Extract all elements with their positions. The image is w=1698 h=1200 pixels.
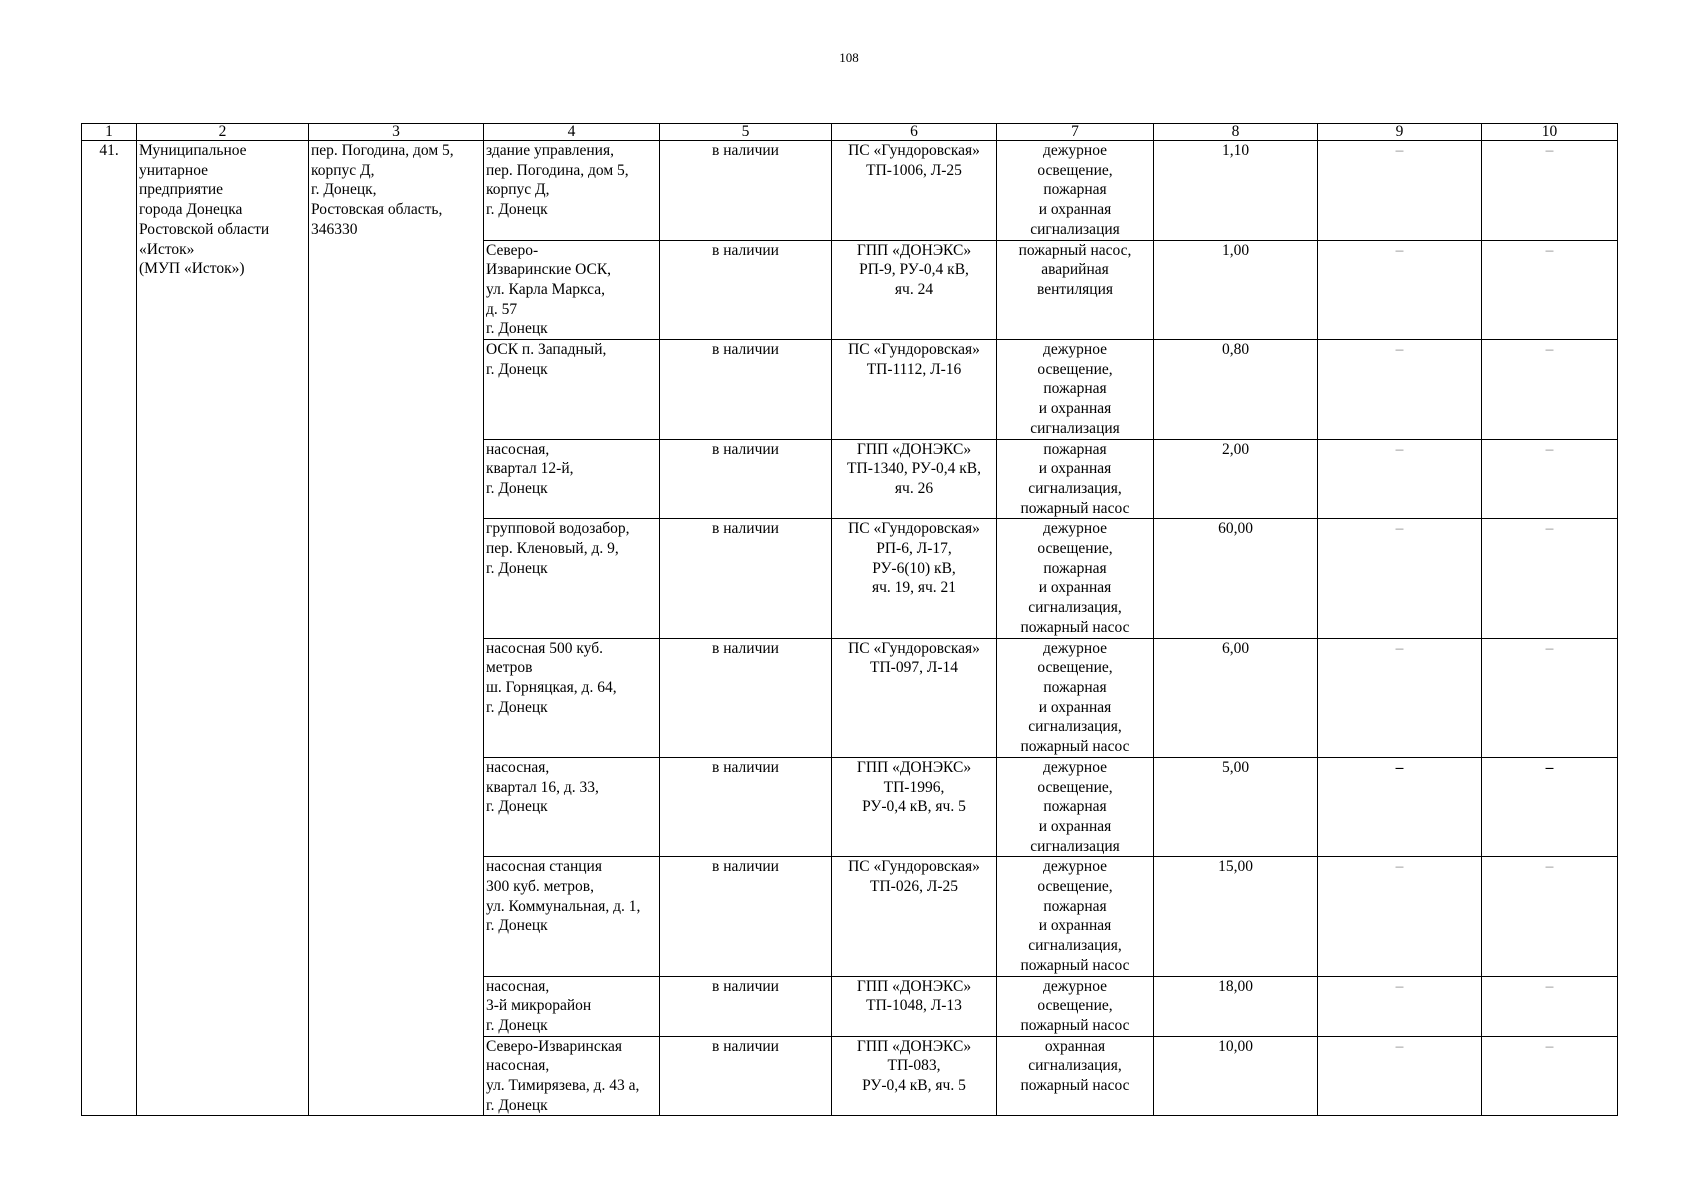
power-value-cell: 1,00 — [1154, 240, 1318, 340]
column-9-cell: – — [1318, 757, 1482, 857]
availability-cell: в наличии — [660, 141, 832, 241]
availability-cell: в наличии — [660, 857, 832, 976]
column-9-cell: – — [1318, 141, 1482, 241]
power-value-cell: 15,00 — [1154, 857, 1318, 976]
column-header-6: 6 — [832, 124, 997, 141]
organization-name: Муниципальное унитарное предприятие города Донецка Ростовской области «Исток» (МУП «Исток») — [137, 141, 309, 1116]
column-9-cell: – — [1318, 340, 1482, 440]
purpose-cell: дежурное освещение, пожарный насос — [997, 976, 1154, 1036]
power-source-cell: ГПП «ДОНЭКС» РП-9, РУ-0,4 кВ, яч. 24 — [832, 240, 997, 340]
column-9-cell: – — [1318, 857, 1482, 976]
power-source-cell: ПС «Гундоровская» ТП-026, Л-25 — [832, 857, 997, 976]
availability-cell: в наличии — [660, 1036, 832, 1116]
column-header-9: 9 — [1318, 124, 1482, 141]
column-number-row — [82, 124, 1618, 141]
facilities-table — [81, 123, 1618, 1116]
power-value-cell: 6,00 — [1154, 638, 1318, 757]
object-cell: ОСК п. Западный, г. Донецк — [484, 340, 660, 440]
object-cell: здание управления, пер. Погодина, дом 5, корпус Д, г. Донецк — [484, 141, 660, 241]
column-header-1: 1 — [82, 124, 137, 141]
power-value-cell: 10,00 — [1154, 1036, 1318, 1116]
column-10-cell: – — [1482, 757, 1618, 857]
column-header-7: 7 — [997, 124, 1154, 141]
power-source-cell: ПС «Гундоровская» ТП-1006, Л-25 — [832, 141, 997, 241]
column-10-cell: – — [1482, 519, 1618, 638]
column-9-cell: – — [1318, 638, 1482, 757]
object-cell: насосная 500 куб. метров ш. Горняцкая, д. 64, г. Донецк — [484, 638, 660, 757]
availability-cell: в наличии — [660, 757, 832, 857]
purpose-cell: пожарная и охранная сигнализация, пожарный насос — [997, 439, 1154, 519]
purpose-cell: дежурное освещение, пожарная и охранная сигнализация — [997, 141, 1154, 241]
column-10-cell: – — [1482, 439, 1618, 519]
column-10-cell: – — [1482, 1036, 1618, 1116]
column-header-3: 3 — [309, 124, 484, 141]
power-source-cell: ПС «Гундоровская» ТП-097, Л-14 — [832, 638, 997, 757]
column-10-cell: – — [1482, 141, 1618, 241]
column-9-cell: – — [1318, 976, 1482, 1036]
availability-cell: в наличии — [660, 638, 832, 757]
availability-cell: в наличии — [660, 240, 832, 340]
column-9-cell: – — [1318, 519, 1482, 638]
column-9-cell: – — [1318, 240, 1482, 340]
object-cell: Северо- Изваринские ОСК, ул. Карла Маркса, д. 57 г. Донецк — [484, 240, 660, 340]
object-cell: Северо-Изваринская насосная, ул. Тимирязева, д. 43 а, г. Донецк — [484, 1036, 660, 1116]
column-header-10: 10 — [1482, 124, 1618, 141]
object-cell: насосная, квартал 12-й, г. Донецк — [484, 439, 660, 519]
purpose-cell: дежурное освещение, пожарная и охранная сигнализация, пожарный насос — [997, 638, 1154, 757]
purpose-cell: дежурное освещение, пожарная и охранная сигнализация, пожарный насос — [997, 857, 1154, 976]
purpose-cell: охранная сигнализация, пожарный насос — [997, 1036, 1154, 1116]
power-source-cell: ГПП «ДОНЭКС» ТП-1996, РУ-0,4 кВ, яч. 5 — [832, 757, 997, 857]
purpose-cell: дежурное освещение, пожарная и охранная сигнализация, пожарный насос — [997, 519, 1154, 638]
power-source-cell: ГПП «ДОНЭКС» ТП-1340, РУ-0,4 кВ, яч. 26 — [832, 439, 997, 519]
power-source-cell: ГПП «ДОНЭКС» ТП-083, РУ-0,4 кВ, яч. 5 — [832, 1036, 997, 1116]
power-value-cell: 5,00 — [1154, 757, 1318, 857]
column-header-4: 4 — [484, 124, 660, 141]
column-9-cell: – — [1318, 1036, 1482, 1116]
power-value-cell: 18,00 — [1154, 976, 1318, 1036]
availability-cell: в наличии — [660, 340, 832, 440]
column-10-cell: – — [1482, 638, 1618, 757]
availability-cell: в наличии — [660, 439, 832, 519]
purpose-cell: пожарный насос, аварийная вентиляция — [997, 240, 1154, 340]
column-10-cell: – — [1482, 340, 1618, 440]
power-source-cell: ГПП «ДОНЭКС» ТП-1048, Л-13 — [832, 976, 997, 1036]
column-header-2: 2 — [137, 124, 309, 141]
column-header-5: 5 — [660, 124, 832, 141]
entry-number: 41. — [82, 141, 137, 1116]
table-row — [82, 141, 1618, 241]
power-value-cell: 2,00 — [1154, 439, 1318, 519]
object-cell: насосная станция 300 куб. метров, ул. Коммунальная, д. 1, г. Донецк — [484, 857, 660, 976]
column-9-cell: – — [1318, 439, 1482, 519]
column-header-8: 8 — [1154, 124, 1318, 141]
power-value-cell: 0,80 — [1154, 340, 1318, 440]
object-cell: насосная, 3-й микрорайон г. Донецк — [484, 976, 660, 1036]
power-value-cell: 60,00 — [1154, 519, 1318, 638]
purpose-cell: дежурное освещение, пожарная и охранная сигнализация — [997, 757, 1154, 857]
table-body — [82, 141, 1618, 1116]
power-value-cell: 1,10 — [1154, 141, 1318, 241]
power-source-cell: ПС «Гундоровская» ТП-1112, Л-16 — [832, 340, 997, 440]
page-number: 108 — [839, 50, 859, 65]
object-cell: насосная, квартал 16, д. 33, г. Донецк — [484, 757, 660, 857]
column-10-cell: – — [1482, 240, 1618, 340]
organization-address: пер. Погодина, дом 5, корпус Д, г. Донецк, Ростовская область, 346330 — [309, 141, 484, 1116]
column-10-cell: – — [1482, 976, 1618, 1036]
power-source-cell: ПС «Гундоровская» РП-6, Л-17, РУ-6(10) кВ, яч. 19, яч. 21 — [832, 519, 997, 638]
availability-cell: в наличии — [660, 976, 832, 1036]
availability-cell: в наличии — [660, 519, 832, 638]
object-cell: групповой водозабор, пер. Кленовый, д. 9, г. Донецк — [484, 519, 660, 638]
purpose-cell: дежурное освещение, пожарная и охранная сигнализация — [997, 340, 1154, 440]
column-10-cell: – — [1482, 857, 1618, 976]
